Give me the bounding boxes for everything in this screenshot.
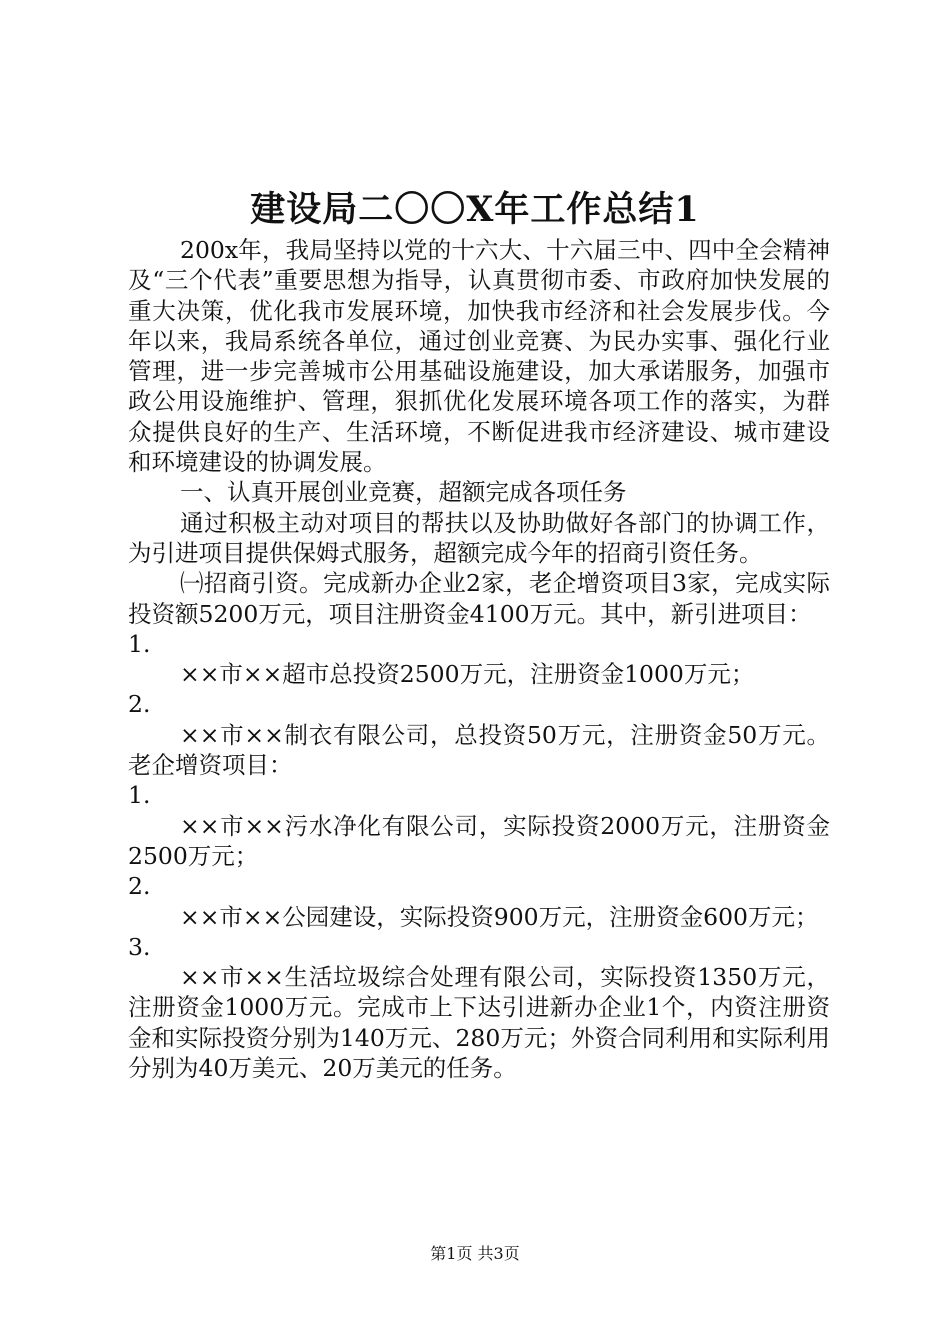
list-number: 1. [128,629,151,658]
document-body [128,235,830,1083]
list-item: ××市××超市总投资2500万元，注册资金1000万元； [180,660,755,689]
list-number: 2. [128,872,151,901]
list-item: ××市××公园建设，实际投资900万元，注册资金600万元； [180,902,819,931]
section-heading: 一、认真开展创业竞赛，超额完成各项任务 [180,478,627,507]
investment-paragraph: ㈠招商引资。完成新办企业2家，老企增资项目3家，完成实际投资额5200万元，项目注册资金4100万元。其中，新引进项目： [128,569,830,628]
page-number: 第1页 共3页 [430,1244,520,1263]
body-paragraph: 通过积极主动对项目的帮扶以及协助做好各部门的协调工作，为引进项目提供保姆式服务，超额完成今年的招商引资任务。 [128,508,830,567]
list-item: ××市××污水净化有限公司，实际投资2000万元，注册资金2500万元； [128,811,830,870]
list-item: ××市××制衣有限公司，总投资50万元，注册资金50万元。老企增资项目： [128,720,830,780]
list-number: 3. [128,932,151,961]
document-title: 建设局二〇〇X年工作总结1 [250,189,700,230]
list-item: ××市××生活垃圾综合处理有限公司，实际投资1350万元，注册资金1000万元。完成市上下达引进新办企业1个，内资注册资金和实际投资分别为140万元、280万元；外资合同利用和实际利用分别为40万美元、20万美元的任务。 [128,963,830,1083]
list-number: 1. [128,781,151,810]
intro-paragraph: 200x年，我局坚持以党的十六大、十六届三中、四中全会精神及“三个代表”重要思想为指导，认真贯彻市委、市政府加快发展的重大决策，优化我市发展环境，加快我市经济和社会发展步伐。今年以来，我局系统各单位，通过创业竞赛、为民办实事、强化行业管理，进一步完善城市公用基础设施建设，加大承诺服务，加强市政公用设施维护、管理，狠抓优化发展环境各项工作的落实，为群众提供良好的生产、生活环境，不断促进我市经济建设、城市建设和环境建设的协调发展。 [128,236,830,477]
list-number: 2. [128,690,151,719]
